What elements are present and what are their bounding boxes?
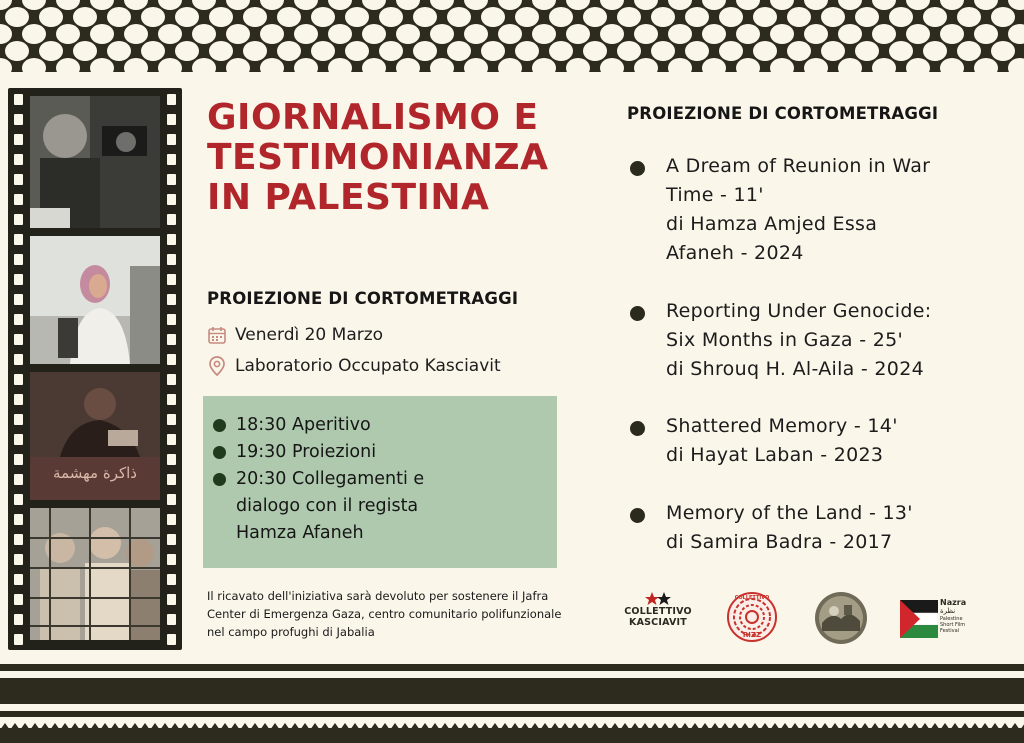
film-title: Reporting Under Genocide: Six Months in Gaza - 25' [666,300,932,351]
film-title: Shattered Memory - 14' [666,415,898,437]
keffiyeh-pattern-bottom [0,722,1024,743]
pattern-tooth [780,723,790,730]
pattern-tooth [180,723,190,730]
pattern-tooth [110,723,120,730]
palestine-flag-icon [900,600,938,638]
pattern-tooth [270,723,280,730]
pattern-tooth [70,723,80,730]
film-sprocket-hole [167,534,176,545]
film-sprocket-hole [14,254,23,265]
schedule-text: 19:30 Proiezioni [236,442,377,462]
film-sprocket-hole [167,354,176,365]
pattern-tooth [510,723,520,730]
pattern-tooth [330,723,340,730]
pattern-tooth [440,723,450,730]
pattern-tooth [40,723,50,730]
film-sprocket-hole [14,114,23,125]
film-sprocket-hole [14,214,23,225]
logo-collettivo-kasciavit [622,592,694,642]
pattern-tooth [840,723,850,730]
film-sprocket-hole [14,574,23,585]
pattern-tooth [760,723,770,730]
film-sprocket-hole [167,634,176,645]
schedule-item [213,439,376,466]
pattern-tooth [790,723,800,730]
pattern-tooth [200,723,210,730]
pattern-tooth [430,723,440,730]
pattern-tooth [470,723,480,730]
pattern-tooth [220,723,230,730]
pattern-tooth [620,723,630,730]
film-sprocket-hole [14,134,23,145]
film-sprocket-hole [14,234,23,245]
film-sprocket-hole [14,514,23,525]
film-sprocket-hole [14,194,23,205]
pattern-tooth [560,723,570,730]
pattern-tooth [870,723,880,730]
pattern-tooth [480,723,490,730]
film-sprocket-hole [14,314,23,325]
pattern-tooth [280,723,290,730]
pattern-tooth [690,723,700,730]
pattern-tooth [370,723,380,730]
pattern-tooth [700,723,710,730]
film-title: A Dream of Reunion in War Time - 11' [666,155,931,206]
film-sprocket-hole [167,194,176,205]
pattern-tooth [720,723,730,730]
photo-archive-still [30,372,160,500]
pattern-tooth [980,723,990,730]
bullet-dot-icon [630,161,645,176]
pattern-tooth [550,723,560,730]
film-sprocket-hole [14,294,23,305]
pattern-tooth [190,723,200,730]
pattern-tooth [850,723,860,730]
film-sprocket-hole [167,254,176,265]
film-sprocket-hole [167,114,176,125]
pattern-tooth [940,723,950,730]
kasciavit-line2: KASCIAVIT [629,617,687,628]
location-pin-icon [207,355,227,377]
pattern-tooth [520,723,530,730]
film-sprocket-hole [14,94,23,105]
pattern-tooth [650,723,660,730]
film-author: di Hayat Laban - 2023 [666,444,884,466]
pattern-tooth [80,723,90,730]
pattern-tooth [250,723,260,730]
film-title: Memory of the Land - 13' [666,502,913,524]
kasciavit-line1: COLLETTIVO [624,606,692,617]
pattern-tooth [810,723,820,730]
pattern-tooth [420,723,430,730]
film-sprocket-hole [14,534,23,545]
pattern-tooth [990,723,1000,730]
film-list-item [630,297,1000,384]
pattern-tooth [670,723,680,730]
film-sprocket-hole [14,434,23,445]
film-strip [8,88,182,650]
pattern-tooth [820,723,830,730]
film-sprocket-hole [167,154,176,165]
pattern-tooth [770,723,780,730]
film-sprocket-hole [167,614,176,625]
pattern-tooth [860,723,870,730]
event-venue-row [207,355,501,377]
film-sprocket-hole [167,494,176,505]
film-sprocket-hole [14,154,23,165]
pattern-tooth [640,723,650,730]
film-sprocket-hole [167,394,176,405]
pattern-tooth [300,723,310,730]
pattern-tooth [210,723,220,730]
bullet-dot-icon [630,306,645,321]
pattern-tooth [930,723,940,730]
schedule-text: 20:30 Collegamenti e dialogo con il regista Hamza Afaneh [236,469,425,543]
pattern-tooth [1010,723,1020,730]
film-sprocket-hole [14,454,23,465]
bullet-dot-icon [630,508,645,523]
film-sprocket-hole [167,134,176,145]
pattern-tooth [60,723,70,730]
bottom-stripe-thin [0,711,1024,717]
bottom-stripe-thick [0,678,1024,704]
arabic-film-caption: ذاكرة مهشمة [53,464,137,482]
bullet-dot-icon [213,473,226,486]
pattern-tooth [680,723,690,730]
film-sprocket-hole [167,414,176,425]
pattern-tooth [160,723,170,730]
film-sprocket-hole [167,434,176,445]
bullet-dot-icon [630,421,645,436]
film-sprocket-hole [14,494,23,505]
pattern-tooth [950,723,960,730]
pattern-tooth [260,723,270,730]
pattern-tooth [100,723,110,730]
film-sprocket-hole [167,374,176,385]
film-sprocket-hole [14,414,23,425]
film-sprocket-hole [14,554,23,565]
pattern-tooth [570,723,580,730]
nazra-title: Nazra [940,598,967,607]
film-sprocket-hole [167,574,176,585]
bullet-dot-icon [213,446,226,459]
pattern-tooth [630,723,640,730]
film-author: di Samira Badra - 2017 [666,531,893,553]
donation-note: Il ricavato dell'iniziativa sarà devoluto per sostenere il Jafra Center di Emergenza Gaza, centro comunitario polifunzionale nel campo profughi di Jabalia [207,589,562,639]
pattern-tooth [390,723,400,730]
film-sprocket-hole [167,474,176,485]
pattern-tooth [460,723,470,730]
pattern-tooth [920,723,930,730]
pattern-tooth [540,723,550,730]
pattern-tooth [580,723,590,730]
films-heading: PROIEZIONE DI CORTOMETRAGGI [627,104,939,123]
pattern-tooth [660,723,670,730]
pattern-tooth [800,723,810,730]
film-list-item [630,412,1000,470]
pattern-tooth [910,723,920,730]
pattern-tooth [450,723,460,730]
film-author: di Hamza Amjed Essa Afaneh - 2024 [666,213,878,264]
pattern-tooth [740,723,750,730]
pattern-tooth [490,723,500,730]
film-sprocket-hole [167,274,176,285]
event-subtitle: PROIEZIONE DI CORTOMETRAGGI [207,289,519,308]
pattern-tooth [350,723,360,730]
film-sprocket-hole [167,554,176,565]
calendar-icon [207,325,227,345]
photo-woman-hijab [30,236,160,364]
bottom-stripe-thin [0,664,1024,671]
event-date: Venerdì 20 Marzo [235,325,384,345]
film-sprocket-hole [167,314,176,325]
film-sprocket-hole [14,474,23,485]
pattern-tooth [530,723,540,730]
pattern-tooth [880,723,890,730]
pattern-tooth [170,723,180,730]
film-sprocket-hole [167,294,176,305]
film-sprocket-hole [14,274,23,285]
pattern-tooth [230,723,240,730]
photo-journalists [30,96,160,228]
rizz-bottom-text: RIZZ [742,631,762,639]
pattern-tooth [90,723,100,730]
pattern-tooth [410,723,420,730]
pattern-tooth [0,723,10,730]
pattern-tooth [290,723,300,730]
film-sprocket-hole [167,94,176,105]
logo-nazra-festival [900,598,980,640]
pattern-tooth [970,723,980,730]
pattern-tooth [340,723,350,730]
film-sprocket-hole [14,594,23,605]
schedule-item [213,466,463,547]
film-sprocket-hole [167,334,176,345]
event-venue: Laboratorio Occupato Kasciavit [235,356,501,376]
photo-crowd-fence [30,508,160,640]
film-sprocket-hole [14,394,23,405]
pattern-tooth [830,723,840,730]
film-author: di Shrouq H. Al-Aila - 2024 [666,358,924,380]
film-sprocket-hole [167,454,176,465]
pattern-tooth [20,723,30,730]
film-sprocket-hole [167,214,176,225]
red-star-icon [643,592,673,606]
keffiyeh-pattern-top [0,0,1024,72]
pattern-tooth [400,723,410,730]
film-sprocket-hole [14,634,23,645]
film-list-item [630,152,1000,268]
pattern-tooth [500,723,510,730]
schedule-box [203,396,557,568]
schedule-text: 18:30 Aperitivo [236,415,371,435]
film-list-item [630,499,1000,557]
film-sprocket-hole [14,334,23,345]
pattern-tooth [900,723,910,730]
logo-collettivo-rizz [726,591,778,643]
pattern-tooth [320,723,330,730]
logo-jafra-round [814,591,868,645]
pattern-tooth [960,723,970,730]
film-sprocket-hole [167,234,176,245]
pattern-tooth [590,723,600,730]
pattern-tooth [50,723,60,730]
film-sprocket-hole [167,594,176,605]
pattern-tooth [890,723,900,730]
pattern-tooth [10,723,20,730]
pattern-tooth [380,723,390,730]
film-sprocket-hole [14,354,23,365]
film-sprocket-hole [167,514,176,525]
film-sprocket-hole [167,174,176,185]
event-date-row [207,325,383,345]
pattern-tooth [310,723,320,730]
pattern-tooth [710,723,720,730]
pattern-tooth [140,723,150,730]
rizz-top-text: COLLETTIVO [734,595,770,601]
pattern-tooth [120,723,130,730]
nazra-line2: Short Film [940,622,966,628]
nazra-line3: Festival [940,628,960,634]
film-sprocket-hole [14,374,23,385]
pattern-tooth [30,723,40,730]
bullet-dot-icon [213,419,226,432]
pattern-tooth [130,723,140,730]
film-sprocket-hole [14,614,23,625]
pattern-tooth [750,723,760,730]
pattern-tooth [240,723,250,730]
pattern-tooth [150,723,160,730]
film-sprocket-hole [14,174,23,185]
pattern-tooth [1000,723,1010,730]
pattern-tooth [730,723,740,730]
event-title: GIORNALISMO E TESTIMONIANZA IN PALESTINA [207,97,549,218]
pattern-tooth [610,723,620,730]
nazra-line1: Palestine [940,616,963,622]
pattern-tooth [360,723,370,730]
pattern-tooth [600,723,610,730]
nazra-arabic: نظرة [940,607,956,615]
schedule-item [213,412,371,439]
